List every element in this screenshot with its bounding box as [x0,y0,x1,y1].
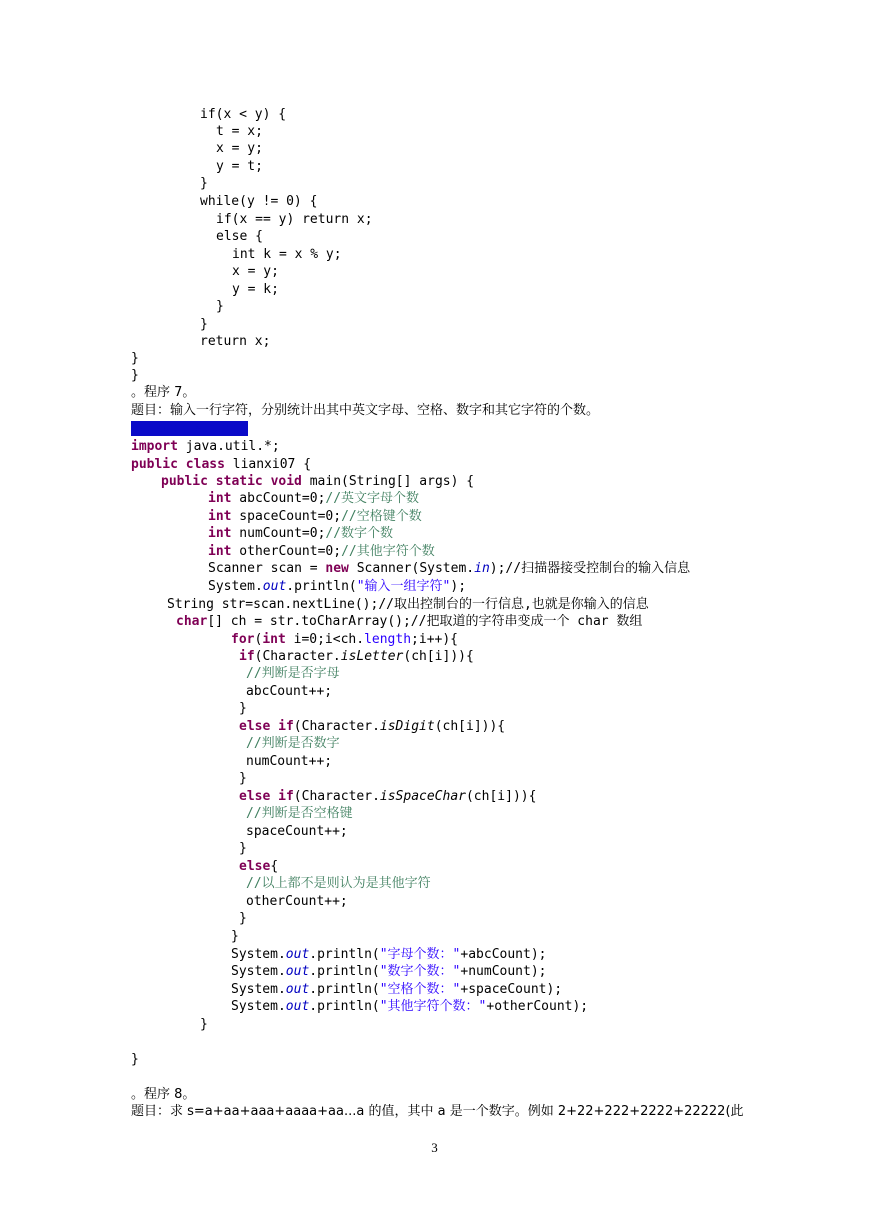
code-line: int numCount=0;//数字个数 [208,526,394,541]
code-line: if(Character.isLetter(ch[i])){ [239,649,474,664]
program7-question: 题目：输入一行字符，分别统计出其中英文字母、空格、数字和其它字符的个数。 [131,403,600,418]
code-line: t = x; [216,124,263,139]
package-line [131,420,248,437]
code-line: } [239,701,247,716]
code-line: int otherCount=0;//其他字符个数 [208,544,435,559]
code-line: } [200,176,208,191]
code-line: } [231,929,239,944]
code-line: abcCount++; [246,684,333,699]
code-line: int k = x % y; [232,247,342,262]
code-line: if(x < y) { [200,107,287,122]
code-comment: //以上都不是则认为是其他字符 [246,876,431,891]
code-line: String str=scan.nextLine();//取出控制台的一行信息,也就是你输入的信息 [167,597,649,612]
package-highlight: package Wutong; [131,421,249,436]
code-line: } [239,771,247,786]
code-line: spaceCount++; [246,824,348,839]
code-comment: //判断是否空格键 [246,806,353,821]
code-line: numCount++; [246,754,333,769]
code-line: for(int i=0;i<ch.length;i++){ [231,632,459,647]
code-line: otherCount++; [246,894,348,909]
code-line: } [200,1017,208,1032]
code-line: } [131,368,139,383]
code-line: } [239,841,247,856]
code-line: y = k; [232,282,279,297]
code-line: import java.util.*; [131,439,280,454]
code-line: } [216,299,224,314]
program7-heading: 。程序 7。 [131,385,196,400]
code-line: if(x == y) return x; [216,212,373,227]
code-line: System.out.println("空格个数："+spaceCount); [231,982,563,997]
code-line: public static void main(String[] args) { [161,474,475,489]
code-line: Scanner scan = new Scanner(System.in);//扫描器接受控制台的输入信息 [208,561,691,576]
code-line: x = y; [216,141,263,156]
code-line: else if(Character.isSpaceChar(ch[i])){ [239,789,537,804]
code-line: } [239,911,247,926]
program8-question: 题目：求 s=a+aa+aaa+aaaa+aa...a 的值，其中 a 是一个数字。例如 2+22+222+2222+22222(此 [131,1104,744,1119]
code-line: x = y; [232,264,279,279]
page-number: 3 [431,1140,438,1155]
code-line: System.out.println("输入一组字符"); [208,579,467,594]
code-comment: //判断是否数字 [246,736,340,751]
code-line: char[] ch = str.toCharArray();//把取道的字符串变成一个 char 数组 [176,614,643,629]
code-line: } [131,351,139,366]
code-line: public class lianxi07 { [131,457,312,472]
code-line: System.out.println("数字个数："+numCount); [231,964,547,979]
code-line: System.out.println("其他字符个数："+otherCount); [231,999,589,1014]
code-line: return x; [200,334,271,349]
code-line: else{ [239,859,279,874]
code-line: y = t; [216,159,263,174]
code-line: System.out.println("字母个数："+abcCount); [231,947,547,962]
program8-heading: 。程序 8。 [131,1087,196,1102]
code-comment: //判断是否字母 [246,666,340,681]
code-line: else { [216,229,263,244]
code-line: int abcCount=0;//英文字母个数 [208,491,420,506]
code-line: int spaceCount=0;//空格键个数 [208,509,422,524]
code-line: while(y != 0) { [200,194,318,209]
code-line: } [200,317,208,332]
code-line: } [131,1052,139,1067]
code-line: else if(Character.isDigit(ch[i])){ [239,719,506,734]
